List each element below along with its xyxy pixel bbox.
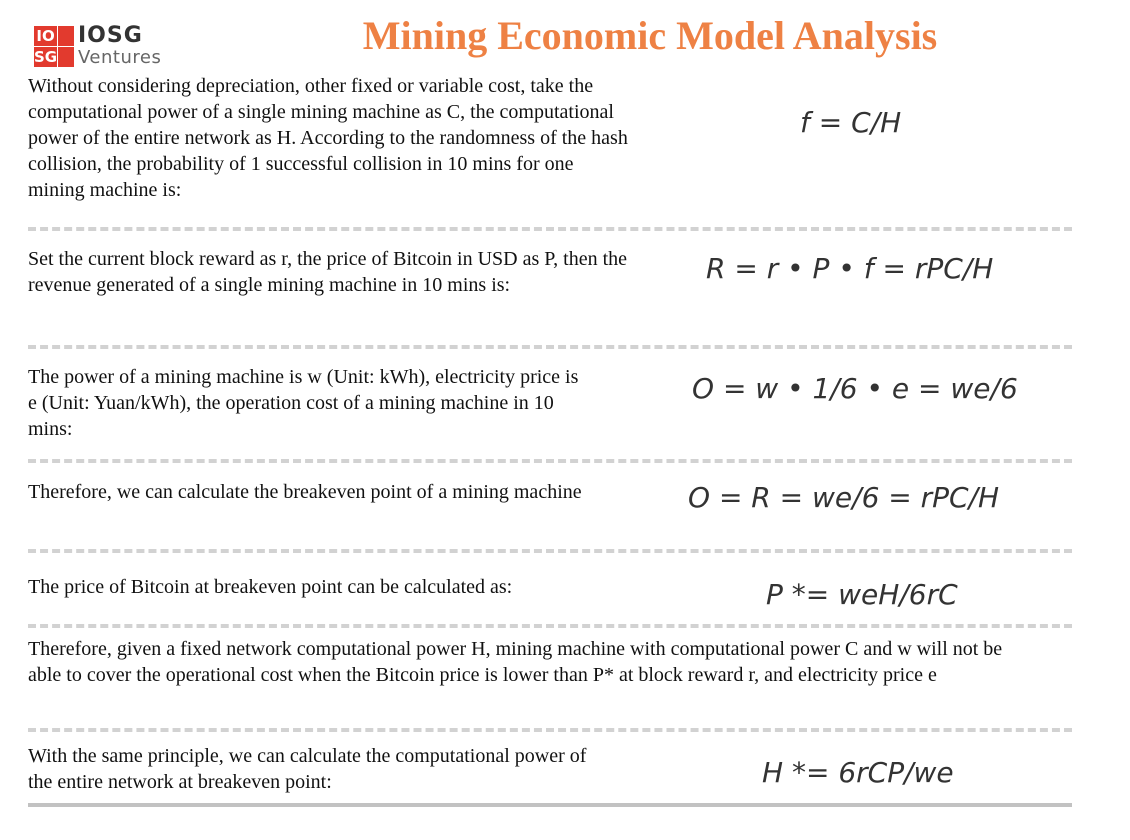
iosg-logo [34, 24, 194, 68]
formula-operation-cost: O = w • 1/6 • e = we/6 [692, 372, 1018, 405]
page-title: Mining Economic Model Analysis [362, 13, 938, 58]
bottom-rule [28, 803, 1072, 807]
section-divider [28, 549, 1072, 553]
section-text-operation-cost: The power of a mining machine is w (Unit: kWh), electricity price is e (Unit: Yuan/kWh), the operation cost of a mining machine in 10 mins: [28, 366, 579, 440]
formula-probability: f = C/H [800, 106, 902, 139]
logo-mark-icon [34, 26, 74, 66]
section-text-breakeven-price: The price of Bitcoin at breakeven point can be calculated as: [28, 576, 513, 598]
logo-subtitle: Ventures [78, 47, 162, 68]
section-text-revenue: Set the current block reward as r, the price of Bitcoin in USD as P, then the revenue generated of a single mining machine in 10 mins is: [28, 248, 628, 296]
section-divider [28, 728, 1072, 732]
section-divider [28, 624, 1072, 628]
section-divider [28, 459, 1072, 463]
formula-breakeven-price: P *= weH/6rC [766, 578, 958, 611]
logo-cell [58, 47, 74, 67]
section-divider [28, 227, 1072, 231]
logo-name: IOSG [78, 23, 143, 48]
section-text-conclusion: Therefore, given a fixed network computational power H, mining machine with computational power C and w will not be able to cover the operational cost when the Bitcoin price is lower than P* at block reward r, and electricity price e [28, 638, 1003, 686]
logo-cell: IO [34, 26, 57, 46]
logo-cell: SG [34, 48, 58, 66]
section-text-probability: Without considering depreciation, other fixed or variable cost, take the computational power of a single mining machine as C, the computational power of the entire network as H. According to the randomness of the hash collision, the probability of 1 successful collision in 10 mins for one mining machine is: [28, 75, 628, 201]
formula-revenue: R = r • P • f = rPC/H [706, 252, 994, 285]
section-text-network-power: With the same principle, we can calculate the computational power of the entire network at breakeven point: [28, 745, 587, 793]
formula-network-power: H *= 6rCP/we [762, 756, 954, 789]
section-text-breakeven: Therefore, we can calculate the breakeven point of a mining machine [28, 481, 582, 503]
section-divider [28, 345, 1072, 349]
logo-cell [58, 26, 74, 46]
formula-breakeven: O = R = we/6 = rPC/H [688, 481, 1000, 514]
